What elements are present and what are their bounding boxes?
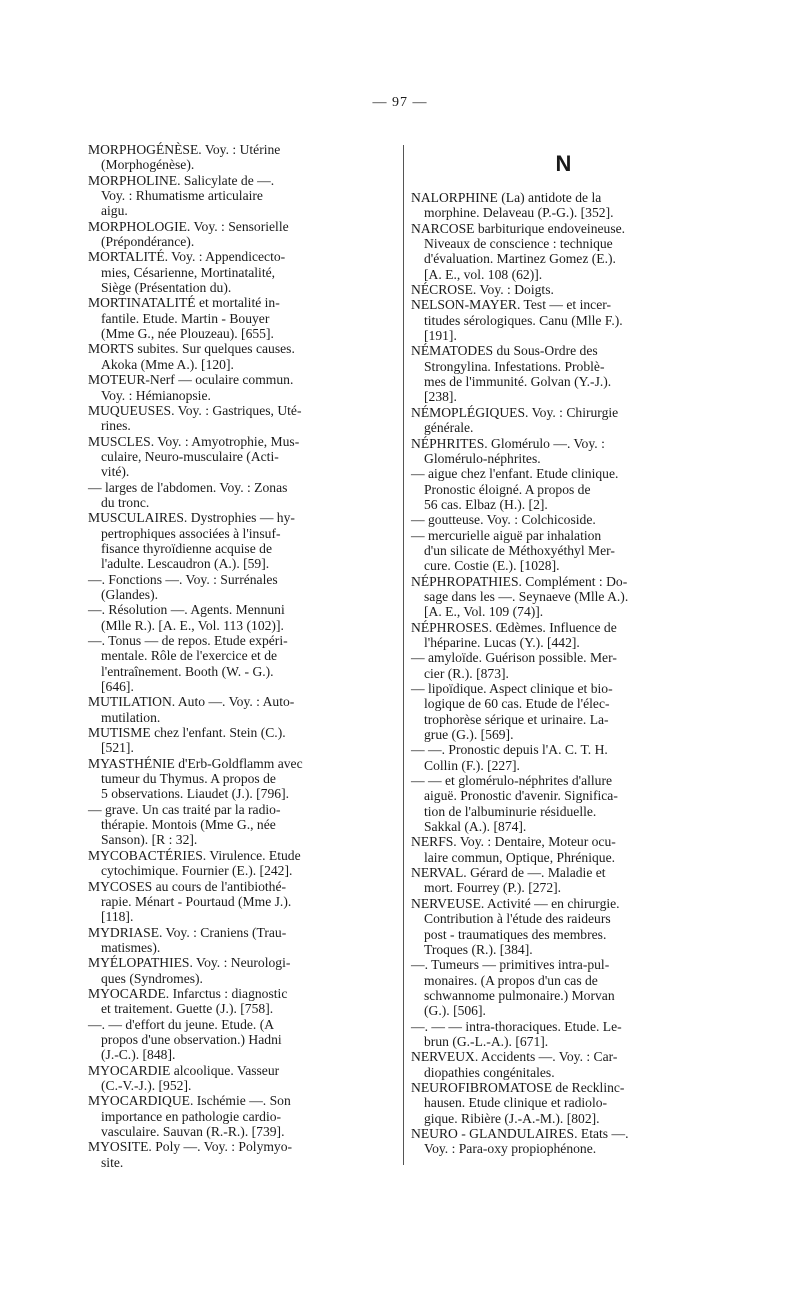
index-line: Strongylina. Infestations. Problè- — [424, 358, 605, 374]
index-line: mes de l'immunité. Golvan (Y.-J.). — [424, 374, 612, 390]
index-line: MYOCARDIQUE. Ischémie —. Son — [88, 1093, 291, 1109]
index-line: aiguë. Pronostic d'avenir. Significa- — [424, 788, 618, 804]
index-line: brun (G.-L.-A.). [671]. — [424, 1033, 549, 1049]
index-line: —. Tumeurs — primitives intra-pul- — [411, 957, 610, 973]
index-line: importance en pathologie cardio- — [101, 1108, 282, 1124]
index-line: NEUROFIBROMATOSE de Recklinc- — [411, 1079, 625, 1095]
index-line: — lipoïdique. Aspect clinique et bio- — [411, 681, 613, 696]
index-line: (Glandes). — [101, 586, 158, 602]
index-line: titudes sérologiques. Canu (Mlle F.). — [424, 312, 623, 328]
index-line: tumeur du Thymus. A propos de — [101, 771, 276, 787]
index-line: [238]. — [424, 389, 457, 405]
index-line: cier (R.). [873]. — [424, 665, 509, 681]
index-line: NÉCROSE. Voy. : Doigts. — [411, 282, 554, 298]
index-line: Sakkal (A.). [874]. — [424, 819, 527, 835]
index-line: schwannome pulmonaire.) Morvan — [424, 987, 615, 1003]
index-line: NALORPHINE (La) antidote de la — [411, 190, 602, 205]
page-number: — 97 — — [372, 95, 428, 110]
index-line: NERVEUX. Accidents —. Voy. : Car- — [411, 1049, 618, 1065]
index-line: MOTEUR-Nerf — oculaire commun. — [88, 372, 294, 388]
index-line: vité). — [101, 464, 130, 480]
index-line: MYOCARDE. Infarctus : diagnostic — [88, 985, 288, 1001]
index-line: site. — [101, 1154, 124, 1170]
index-line: —. — — intra-thoraciques. Etude. Le- — [411, 1018, 622, 1034]
index-line: Collin (F.). [227]. — [424, 757, 520, 773]
index-line: [191]. — [424, 328, 457, 344]
index-line: pertrophiques associées à l'insuf- — [101, 525, 281, 541]
index-line: morphine. Delaveau (P.-G.). [352]. — [424, 205, 614, 221]
index-line: NÉMATODES du Sous-Ordre des — [411, 343, 598, 359]
index-line: — larges de l'abdomen. Voy. : Zonas — [88, 479, 288, 495]
left-column — [88, 142, 396, 1170]
index-line: Siège (Présentation du). — [101, 280, 232, 296]
index-line: rines. — [101, 418, 131, 434]
index-line: d'un silicate de Méthoxyéthyl Mer- — [424, 542, 615, 558]
index-line: NERFS. Voy. : Dentaire, Moteur ocu- — [411, 834, 616, 850]
index-line: monaires. (A propos d'un cas de — [424, 972, 598, 988]
index-line: NÉMOPLÉGIQUES. Voy. : Chirurgie — [411, 404, 619, 420]
index-line: tion de l'albuminurie résiduelle. — [424, 803, 597, 819]
index-line: Voy. : Para-oxy propiophénone. — [424, 1141, 597, 1157]
index-line: NÉPHRITES. Glomérulo —. Voy. : — [411, 435, 605, 451]
index-line: MORTS subites. Sur quelques causes. — [88, 341, 295, 357]
index-line: [521]. — [101, 740, 134, 756]
index-line: gique. Ribière (J.-A.-M.). [802]. — [424, 1110, 600, 1126]
index-line: cure. Costie (E.). [1028]. — [424, 558, 560, 574]
index-line: mort. Fourrey (P.). [272]. — [424, 880, 562, 896]
index-line: Voy. : Rhumatisme articulaire — [101, 188, 263, 204]
index-line: et traitement. Guette (J.). [758]. — [101, 1001, 274, 1017]
index-line: [A. E., vol. 108 (62)]. — [424, 266, 543, 282]
index-line: MYASTHÉNIE d'Erb-Goldflamm avec — [88, 755, 303, 771]
index-line: (Mme G., née Plouzeau). [655]. — [101, 326, 274, 342]
index-line: —. — d'effort du jeune. Etude. (A — [88, 1016, 275, 1032]
index-line: (G.). [506]. — [424, 1003, 486, 1019]
index-line: hausen. Etude clinique et radiolo- — [424, 1095, 608, 1111]
index-line: — goutteuse. Voy. : Colchicoside. — [411, 512, 596, 528]
index-line: MYÉLOPATHIES. Voy. : Neurologi- — [88, 955, 291, 971]
index-line: — grave. Un cas traité par la radio- — [88, 801, 281, 817]
index-line: NERVEUSE. Activité — en chirurgie. — [411, 895, 620, 911]
index-line: matismes). — [101, 939, 161, 955]
index-line: —. Résolution —. Agents. Mennuni — [88, 602, 285, 618]
index-line: (J.-C.). [848]. — [101, 1047, 176, 1063]
index-line: MUQUEUSES. Voy. : Gastriques, Uté- — [88, 402, 302, 418]
index-line: sage dans les —. Seynaeve (Mlle A.). — [424, 588, 629, 604]
index-line: fisance thyroïdienne acquise de — [101, 540, 272, 556]
index-line: Voy. : Hémianopsie. — [101, 387, 211, 403]
index-line: du tronc. — [101, 494, 150, 510]
index-line: Glomérulo-néphrites. — [424, 450, 541, 466]
index-line: MORPHOLINE. Salicylate de —. — [88, 172, 275, 188]
index-line: l'héparine. Lucas (Y.). [442]. — [424, 634, 580, 650]
index-line: — —. Pronostic depuis l'A. C. T. H. — [411, 742, 608, 758]
index-line: MORPHOLOGIE. Voy. : Sensorielle — [88, 218, 289, 234]
index-line: — amyloïde. Guérison possible. Mer- — [411, 650, 617, 666]
index-line: diopathies congénitales. — [424, 1064, 555, 1080]
index-line: —. Fonctions —. Voy. : Surrénales — [88, 571, 278, 587]
index-line: MUTISME chez l'enfant. Stein (C.). — [88, 725, 286, 741]
index-line: MORPHOGÉNÈSE. Voy. : Utérine — [88, 142, 281, 157]
index-line: MYCOBACTÉRIES. Virulence. Etude — [88, 847, 301, 863]
index-line: l'adulte. Lescaudron (A.). [59]. — [101, 556, 270, 572]
index-line: cytochimique. Fournier (E.). [242]. — [101, 863, 293, 879]
index-line: MYOCARDIE alcoolique. Vasseur — [88, 1062, 280, 1078]
index-line: logique de 60 cas. Etude de l'élec- — [424, 696, 610, 712]
index-line: thérapie. Montois (Mme G., née — [101, 817, 276, 833]
index-line: 56 cas. Elbaz (H.). [2]. — [424, 496, 548, 512]
index-line: l'entraînement. Booth (W. - G.). — [101, 663, 274, 679]
index-line: Contribution à l'étude des raideurs — [424, 911, 611, 927]
index-line: — mercurielle aiguë par inhalation — [411, 527, 602, 543]
index-line: [646]. — [101, 679, 134, 695]
index-line: Troques (R.). [384]. — [424, 941, 533, 957]
index-line: NÉPHROPATHIES. Complément : Do- — [411, 573, 628, 589]
index-line: trophorèse sérique et urinaire. La- — [424, 711, 609, 727]
index-line: (C.-V.-J.). [952]. — [101, 1077, 192, 1093]
index-line: (Mlle R.). [A. E., Vol. 113 (102)]. — [101, 617, 284, 633]
index-line: mies, Césarienne, Mortinatalité, — [101, 264, 276, 280]
index-line: fantile. Etude. Martin - Bouyer — [101, 310, 270, 326]
right-column — [411, 142, 716, 1157]
index-line: post - traumatiques des membres. — [424, 926, 607, 942]
index-line: Akoka (Mme A.). [120]. — [101, 356, 234, 372]
index-line: grue (G.). [569]. — [424, 727, 514, 743]
index-line: — aigue chez l'enfant. Etude clinique. — [411, 466, 619, 482]
index-line: NERVAL. Gérard de —. Maladie et — [411, 865, 606, 881]
index-line: NARCOSE barbiturique endoveineuse. — [411, 220, 626, 236]
index-line: générale. — [424, 420, 474, 436]
index-line: — — et glomérulo-néphrites d'allure — [411, 773, 613, 789]
index-line: NELSON-MAYER. Test — et incer- — [411, 297, 612, 313]
index-line: MORTALITÉ. Voy. : Appendicecto- — [88, 249, 286, 265]
index-line: aigu. — [101, 203, 128, 219]
index-line: mutilation. — [101, 709, 161, 725]
index-line: vasculaire. Sauvan (R.-R.). [739]. — [101, 1124, 285, 1139]
index-line: mentale. Rôle de l'exercice et de — [101, 648, 278, 664]
index-line: MUSCLES. Voy. : Amyotrophie, Mus- — [88, 433, 300, 449]
index-line: MUTILATION. Auto —. Voy. : Auto- — [88, 694, 295, 710]
index-line: (Prépondérance). — [101, 234, 195, 250]
index-line: [A. E., Vol. 109 (74)]. — [424, 604, 544, 620]
index-line: MYDRIASE. Voy. : Craniens (Trau- — [88, 924, 287, 940]
index-line: culaire, Neuro-musculaire (Acti- — [101, 448, 279, 464]
index-line: ques (Syndromes). — [101, 970, 203, 986]
index-line: NÉPHROSES. Œdèmes. Influence de — [411, 619, 617, 635]
index-line: Sanson). [R : 32]. — [101, 832, 198, 848]
index-line: propos d'une observation.) Hadni — [101, 1031, 282, 1047]
index-line: —. Tonus — de repos. Etude expéri- — [88, 633, 288, 648]
index-line: (Morphogénèse). — [101, 157, 195, 173]
index-line: MYOSITE. Poly —. Voy. : Polymyo- — [88, 1139, 293, 1155]
index-line: 5 observations. Liaudet (J.). [796]. — [101, 786, 290, 802]
column-divider — [403, 145, 404, 1165]
index-line: MORTINATALITÉ et mortalité in- — [88, 295, 280, 311]
index-line: d'évaluation. Martinez Gomez (E.). — [424, 251, 616, 267]
index-line: Niveaux de conscience : technique — [424, 236, 613, 252]
index-line: MUSCULAIRES. Dystrophies — hy- — [88, 510, 295, 526]
right-column-entries — [411, 190, 716, 1157]
index-line: MYCOSES au cours de l'antibiothé- — [88, 878, 287, 894]
index-line: laire commun, Optique, Phrénique. — [424, 849, 616, 865]
section-letter-heading: N — [555, 151, 572, 176]
index-line: NEURO - GLANDULAIRES. Etats —. — [411, 1125, 629, 1141]
index-line: [118]. — [101, 909, 134, 925]
index-line: Pronostic éloigné. A propos de — [424, 481, 591, 497]
index-line: rapie. Ménart - Pourtaud (Mme J.). — [101, 893, 292, 909]
